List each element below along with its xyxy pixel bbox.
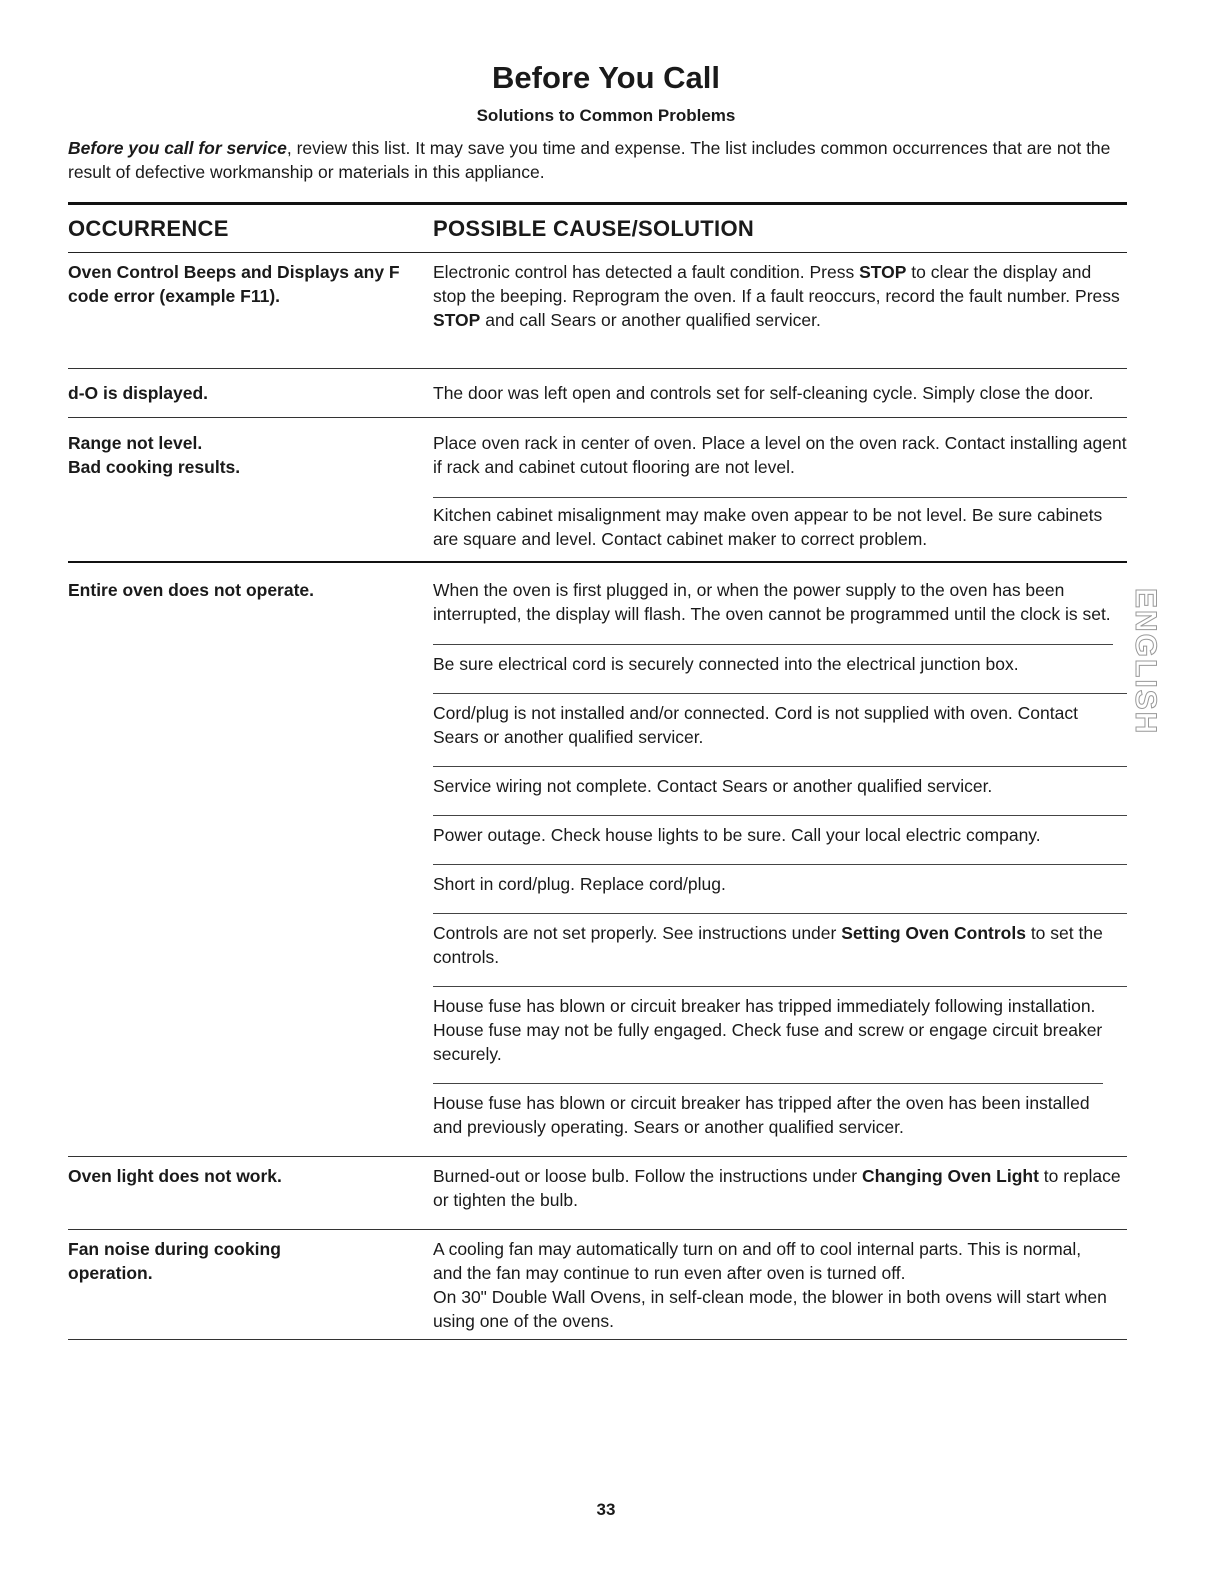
header-occurrence: OCCURRENCE — [68, 215, 229, 241]
page-number: 33 — [596, 1500, 616, 1519]
solution-bold: Changing Oven Light — [862, 1166, 1039, 1186]
solution: When the oven is first plugged in, or when the power supply to the oven has been interrupted, the display will flash. The oven cannot be programmed until the clock is set. — [433, 563, 1113, 645]
occurrence: Fan noise during cooking operation. — [68, 1239, 281, 1283]
solution: House fuse has blown or circuit breaker has tripped immediately following installation. House fuse may not be fully engaged. Check fuse and screw or engage circuit breaker securely. — [433, 987, 1103, 1084]
header-solution: POSSIBLE CAUSE/SOLUTION — [433, 215, 755, 241]
solution — [433, 1230, 1113, 1339]
troubleshooting-table — [68, 202, 1127, 1340]
solution-text: to set the controls. — [433, 923, 1103, 967]
solution-text: and call Sears or another qualified servicer. — [480, 310, 821, 330]
table-row — [68, 1157, 1127, 1230]
solution-text: On 30" Double Wall Ovens, in self-clean mode, the blower in both ovens will start when using one of the ovens. — [433, 1287, 1107, 1331]
solution: The door was left open and controls set for self-cleaning cycle. Simply close the door. — [433, 383, 1094, 403]
table-row — [68, 563, 1127, 1157]
occurrence: Entire oven does not operate. — [68, 580, 315, 600]
occurrence: Oven Control Beeps and Displays any F code error (example F11). — [68, 262, 400, 306]
solution-text: Electronic control has detected a fault condition. Press — [433, 262, 860, 282]
solution-text: to clear the display and stop the beeping. Reprogram the oven. If a fault reoccurs, record the fault number. Press — [433, 262, 1120, 306]
solution-text: to replace or tighten the bulb. — [433, 1166, 1121, 1210]
solution — [433, 253, 1127, 368]
occurrence: Oven light does not work. — [68, 1166, 282, 1186]
page-subtitle: Solutions to Common Problems — [476, 106, 736, 125]
table-row — [68, 1230, 1127, 1340]
intro-text: , review this list. It may save you time and expense. The list includes common occurrences that are not the result of defective workmanship or materials in this appliance. — [68, 138, 1111, 182]
solution — [433, 914, 1127, 987]
table-row — [68, 253, 1127, 369]
solution-bold: Setting Oven Controls — [841, 923, 1026, 943]
page-title: Before You Call — [492, 60, 720, 95]
solution: Cord/plug is not installed and/or connected. Cord is not supplied with oven. Contact Sears or another qualified servicer. — [433, 694, 1127, 767]
solution: Place oven rack in center of oven. Place a level on the oven rack. Contact installing agent if rack and cabinet cutout flooring are not level. — [433, 418, 1127, 498]
table-row — [68, 369, 1127, 418]
table-row — [68, 418, 1127, 563]
intro-paragraph — [68, 136, 1158, 184]
occurrence-line: Bad cooking results. — [68, 457, 241, 477]
solution: Short in cord/plug. Replace cord/plug. — [433, 865, 1127, 914]
solution: House fuse has blown or circuit breaker has tripped after the oven has been installed and previously operating. Sears or another qualified servicer. — [433, 1093, 1090, 1137]
solution-bold: STOP — [433, 310, 481, 330]
language-tab: ENGLISH — [1129, 588, 1162, 736]
solution-text: A cooling fan may automatically turn on and off to cool internal parts. This is normal, and the fan may continue to run even after oven is turned off. — [433, 1239, 1082, 1283]
solution: Service wiring not complete. Contact Sears or another qualified servicer. — [433, 767, 1127, 816]
table-header — [68, 202, 1127, 253]
solution-bold: STOP — [859, 262, 907, 282]
solution: Power outage. Check house lights to be sure. Call your local electric company. — [433, 816, 1127, 865]
solution: Be sure electrical cord is securely connected into the electrical junction box. — [433, 645, 1127, 694]
solution — [433, 1157, 1127, 1229]
occurrence: d-O is displayed. — [68, 383, 209, 403]
intro-lead: Before you call for service — [68, 138, 287, 158]
occurrence — [68, 418, 433, 561]
solution-text: Controls are not set properly. See instructions under — [433, 923, 842, 943]
solution-text: Burned-out or loose bulb. Follow the instructions under — [433, 1166, 862, 1186]
solution: Kitchen cabinet misalignment may make oven appear to be not level. Be sure cabinets are square and level. Contact cabinet maker to correct problem. — [433, 505, 1103, 549]
occurrence-line: Range not level. — [68, 433, 203, 453]
